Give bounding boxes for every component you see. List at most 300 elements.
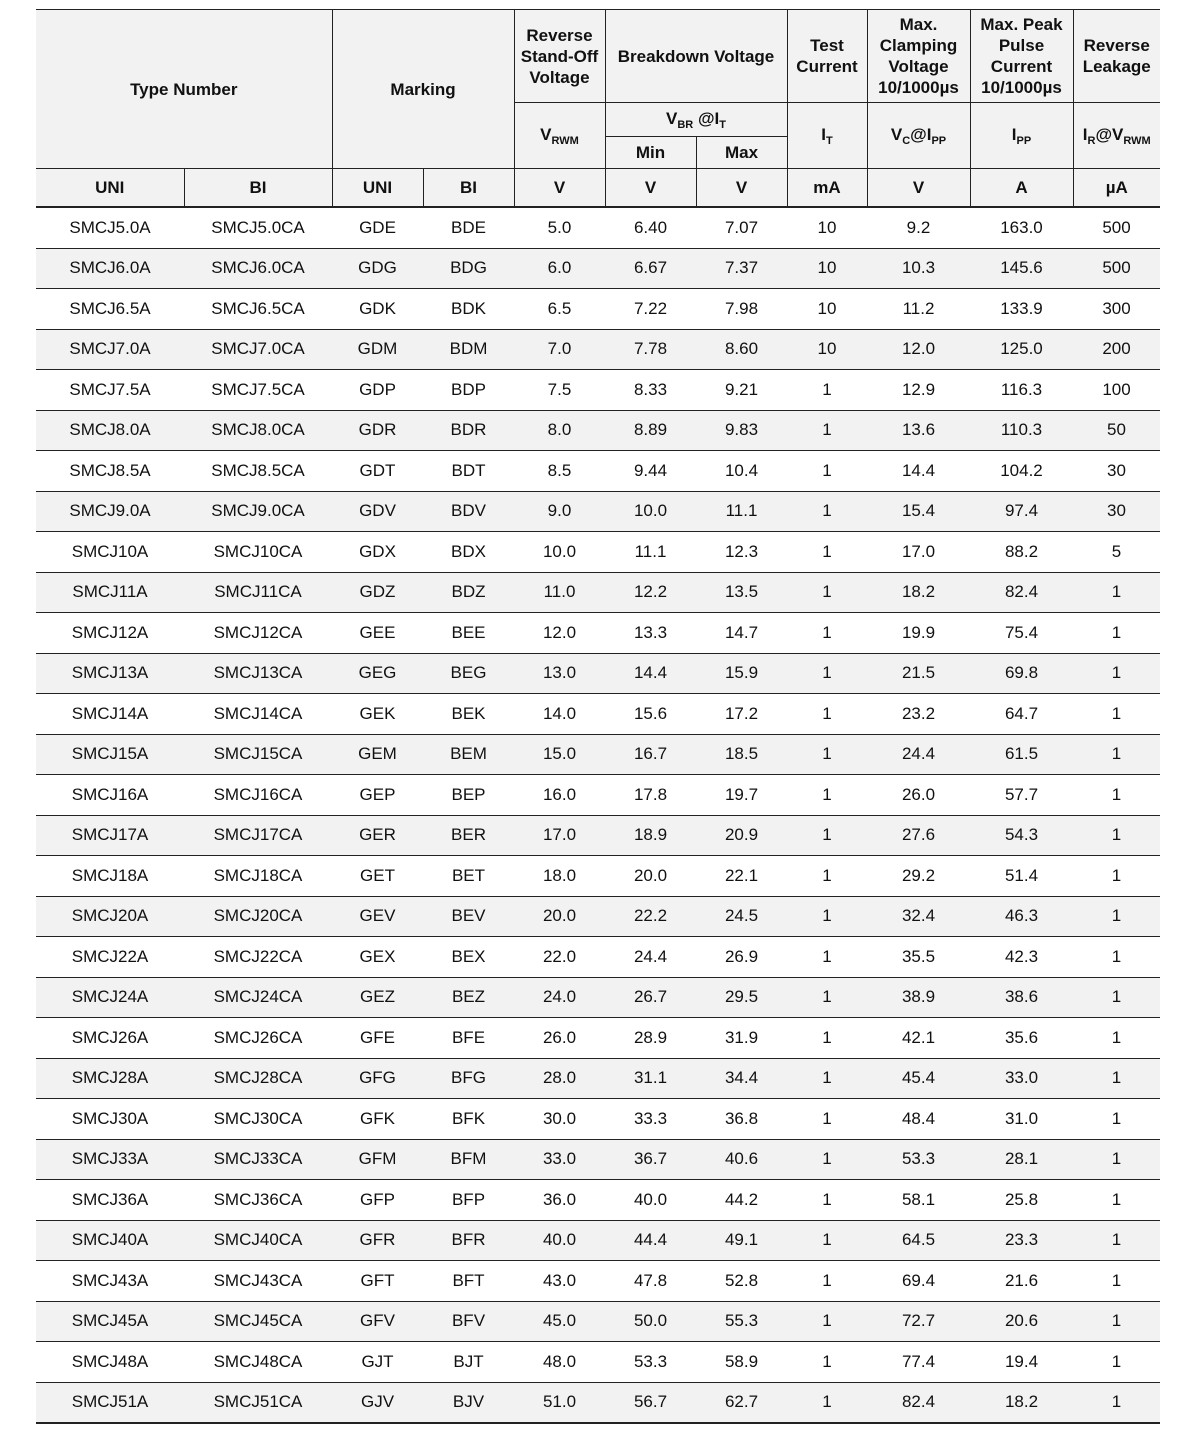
cell-vrwm: 6.0 <box>514 248 605 289</box>
cell-reverse-leakage: 1 <box>1073 937 1160 978</box>
cell-uni-type: SMCJ9.0A <box>36 491 184 532</box>
cell-bi-marking: BFT <box>423 1261 514 1302</box>
cell-clamping-voltage: 32.4 <box>867 896 970 937</box>
symbol-ipp: $I_{PP}$ <box>970 103 1073 169</box>
cell-vbr-min: 15.6 <box>605 694 696 735</box>
cell-test-current: 1 <box>787 1139 867 1180</box>
table-row <box>36 451 1160 492</box>
table-row <box>36 410 1160 451</box>
cell-vrwm: 45.0 <box>514 1301 605 1342</box>
cell-vrwm: 14.0 <box>514 694 605 735</box>
cell-uni-marking: GET <box>332 856 423 897</box>
table-row <box>36 734 1160 775</box>
cell-vbr-max: 18.5 <box>696 734 787 775</box>
cell-vrwm: 6.5 <box>514 289 605 330</box>
cell-uni-type: SMCJ30A <box>36 1099 184 1140</box>
cell-vrwm: 20.0 <box>514 896 605 937</box>
cell-uni-marking: GDE <box>332 207 423 248</box>
symbol-ir-at-vrwm: $I_R@V_{RWM}$ <box>1073 103 1160 169</box>
cell-vrwm: 30.0 <box>514 1099 605 1140</box>
cell-bi-type: SMCJ9.0CA <box>184 491 332 532</box>
cell-vrwm: 12.0 <box>514 613 605 654</box>
cell-uni-type: SMCJ8.5A <box>36 451 184 492</box>
table-row <box>36 1301 1160 1342</box>
cell-bi-type: SMCJ8.0CA <box>184 410 332 451</box>
cell-vbr-max: 52.8 <box>696 1261 787 1302</box>
cell-uni-marking: GFV <box>332 1301 423 1342</box>
cell-uni-marking: GEG <box>332 653 423 694</box>
cell-peak-pulse-current: 23.3 <box>970 1220 1073 1261</box>
units-row <box>36 169 1160 208</box>
cell-bi-type: SMCJ12CA <box>184 613 332 654</box>
cell-uni-type: SMCJ14A <box>36 694 184 735</box>
cell-vbr-min: 7.22 <box>605 289 696 330</box>
cell-clamping-voltage: 21.5 <box>867 653 970 694</box>
cell-bi-type: SMCJ13CA <box>184 653 332 694</box>
cell-vbr-max: 12.3 <box>696 532 787 573</box>
cell-peak-pulse-current: 88.2 <box>970 532 1073 573</box>
cell-test-current: 1 <box>787 613 867 654</box>
table-row <box>36 1382 1160 1423</box>
symbol-vrwm: $V_{RWM}$ <box>514 103 605 169</box>
cell-vrwm: 18.0 <box>514 856 605 897</box>
cell-bi-type: SMCJ17CA <box>184 815 332 856</box>
cell-bi-marking: BDT <box>423 451 514 492</box>
cell-uni-type: SMCJ13A <box>36 653 184 694</box>
cell-bi-type: SMCJ15CA <box>184 734 332 775</box>
cell-vbr-max: 20.9 <box>696 815 787 856</box>
cell-uni-marking: GEP <box>332 775 423 816</box>
cell-vrwm: 24.0 <box>514 977 605 1018</box>
cell-peak-pulse-current: 20.6 <box>970 1301 1073 1342</box>
cell-uni-marking: GER <box>332 815 423 856</box>
cell-reverse-leakage: 1 <box>1073 1139 1160 1180</box>
cell-clamping-voltage: 23.2 <box>867 694 970 735</box>
cell-reverse-leakage: 1 <box>1073 694 1160 735</box>
cell-vbr-min: 14.4 <box>605 653 696 694</box>
table-row <box>36 491 1160 532</box>
cell-vbr-max: 26.9 <box>696 937 787 978</box>
cell-reverse-leakage: 1 <box>1073 775 1160 816</box>
unit-cell: UNI <box>332 169 423 208</box>
cell-bi-marking: BFV <box>423 1301 514 1342</box>
cell-vbr-max: 19.7 <box>696 775 787 816</box>
cell-vrwm: 10.0 <box>514 532 605 573</box>
cell-peak-pulse-current: 116.3 <box>970 370 1073 411</box>
cell-peak-pulse-current: 64.7 <box>970 694 1073 735</box>
cell-clamping-voltage: 53.3 <box>867 1139 970 1180</box>
cell-uni-marking: GDX <box>332 532 423 573</box>
symbol-it: $I_T$ <box>787 103 867 169</box>
cell-test-current: 1 <box>787 856 867 897</box>
cell-bi-type: SMCJ6.0CA <box>184 248 332 289</box>
cell-bi-marking: BFR <box>423 1220 514 1261</box>
cell-clamping-voltage: 45.4 <box>867 1058 970 1099</box>
cell-uni-marking: GFE <box>332 1018 423 1059</box>
cell-uni-type: SMCJ7.0A <box>36 329 184 370</box>
cell-peak-pulse-current: 54.3 <box>970 815 1073 856</box>
table-row <box>36 1180 1160 1221</box>
cell-peak-pulse-current: 38.6 <box>970 977 1073 1018</box>
cell-uni-marking: GDT <box>332 451 423 492</box>
cell-bi-marking: BFM <box>423 1139 514 1180</box>
cell-peak-pulse-current: 25.8 <box>970 1180 1073 1221</box>
table-row <box>36 694 1160 735</box>
table-row <box>36 937 1160 978</box>
unit-cell: A <box>970 169 1073 208</box>
cell-bi-marking: BFK <box>423 1099 514 1140</box>
cell-peak-pulse-current: 57.7 <box>970 775 1073 816</box>
cell-vbr-min: 26.7 <box>605 977 696 1018</box>
cell-test-current: 1 <box>787 1018 867 1059</box>
cell-test-current: 1 <box>787 410 867 451</box>
cell-uni-marking: GFK <box>332 1099 423 1140</box>
cell-bi-type: SMCJ20CA <box>184 896 332 937</box>
cell-clamping-voltage: 10.3 <box>867 248 970 289</box>
cell-peak-pulse-current: 145.6 <box>970 248 1073 289</box>
cell-vbr-min: 24.4 <box>605 937 696 978</box>
cell-peak-pulse-current: 82.4 <box>970 572 1073 613</box>
cell-uni-marking: GDV <box>332 491 423 532</box>
cell-peak-pulse-current: 46.3 <box>970 896 1073 937</box>
cell-uni-type: SMCJ33A <box>36 1139 184 1180</box>
cell-uni-type: SMCJ6.5A <box>36 289 184 330</box>
cell-bi-marking: BEK <box>423 694 514 735</box>
cell-uni-type: SMCJ16A <box>36 775 184 816</box>
cell-reverse-leakage: 1 <box>1073 977 1160 1018</box>
cell-bi-type: SMCJ6.5CA <box>184 289 332 330</box>
cell-vbr-min: 6.40 <box>605 207 696 248</box>
table-row <box>36 572 1160 613</box>
table-row <box>36 896 1160 937</box>
cell-vrwm: 33.0 <box>514 1139 605 1180</box>
cell-reverse-leakage: 1 <box>1073 1099 1160 1140</box>
symbol-vbr-at-it: $V_{BR}$ $@I_T$ <box>605 103 787 137</box>
cell-vbr-max: 13.5 <box>696 572 787 613</box>
cell-vrwm: 48.0 <box>514 1342 605 1383</box>
cell-test-current: 1 <box>787 937 867 978</box>
header-max: Max <box>696 137 787 169</box>
unit-cell: V <box>867 169 970 208</box>
cell-vbr-max: 11.1 <box>696 491 787 532</box>
cell-bi-type: SMCJ26CA <box>184 1018 332 1059</box>
cell-vrwm: 17.0 <box>514 815 605 856</box>
unit-cell: mA <box>787 169 867 208</box>
cell-vbr-min: 36.7 <box>605 1139 696 1180</box>
cell-uni-marking: GEV <box>332 896 423 937</box>
cell-uni-marking: GFT <box>332 1261 423 1302</box>
header-max-peak-pulse-current: Max. Peak Pulse Current 10/1000µs <box>970 10 1073 103</box>
cell-vrwm: 7.5 <box>514 370 605 411</box>
cell-bi-type: SMCJ30CA <box>184 1099 332 1140</box>
header-test-current: Test Current <box>787 10 867 103</box>
cell-vbr-min: 20.0 <box>605 856 696 897</box>
cell-uni-type: SMCJ51A <box>36 1382 184 1423</box>
cell-reverse-leakage: 500 <box>1073 207 1160 248</box>
cell-test-current: 1 <box>787 1261 867 1302</box>
cell-peak-pulse-current: 19.4 <box>970 1342 1073 1383</box>
cell-reverse-leakage: 1 <box>1073 1382 1160 1423</box>
cell-vbr-min: 40.0 <box>605 1180 696 1221</box>
cell-uni-type: SMCJ15A <box>36 734 184 775</box>
cell-peak-pulse-current: 42.3 <box>970 937 1073 978</box>
cell-test-current: 1 <box>787 1099 867 1140</box>
cell-vbr-min: 47.8 <box>605 1261 696 1302</box>
cell-vbr-max: 7.98 <box>696 289 787 330</box>
cell-bi-type: SMCJ8.5CA <box>184 451 332 492</box>
header-min: Min <box>605 137 696 169</box>
cell-clamping-voltage: 26.0 <box>867 775 970 816</box>
cell-peak-pulse-current: 21.6 <box>970 1261 1073 1302</box>
cell-bi-marking: BER <box>423 815 514 856</box>
cell-bi-type: SMCJ7.5CA <box>184 370 332 411</box>
cell-bi-type: SMCJ24CA <box>184 977 332 1018</box>
cell-test-current: 10 <box>787 329 867 370</box>
cell-vrwm: 16.0 <box>514 775 605 816</box>
table-row <box>36 815 1160 856</box>
cell-bi-marking: BET <box>423 856 514 897</box>
cell-uni-marking: GEM <box>332 734 423 775</box>
cell-reverse-leakage: 5 <box>1073 532 1160 573</box>
cell-uni-type: SMCJ45A <box>36 1301 184 1342</box>
cell-uni-type: SMCJ5.0A <box>36 207 184 248</box>
cell-uni-type: SMCJ11A <box>36 572 184 613</box>
cell-vbr-max: 17.2 <box>696 694 787 735</box>
cell-uni-type: SMCJ20A <box>36 896 184 937</box>
cell-bi-type: SMCJ28CA <box>184 1058 332 1099</box>
cell-peak-pulse-current: 110.3 <box>970 410 1073 451</box>
cell-vbr-max: 55.3 <box>696 1301 787 1342</box>
cell-uni-type: SMCJ6.0A <box>36 248 184 289</box>
cell-bi-type: SMCJ33CA <box>184 1139 332 1180</box>
cell-vbr-min: 56.7 <box>605 1382 696 1423</box>
cell-vbr-max: 31.9 <box>696 1018 787 1059</box>
cell-vrwm: 36.0 <box>514 1180 605 1221</box>
cell-vbr-min: 16.7 <box>605 734 696 775</box>
cell-bi-type: SMCJ22CA <box>184 937 332 978</box>
cell-vrwm: 11.0 <box>514 572 605 613</box>
cell-uni-marking: GEX <box>332 937 423 978</box>
cell-peak-pulse-current: 33.0 <box>970 1058 1073 1099</box>
table-row <box>36 1139 1160 1180</box>
unit-cell: V <box>605 169 696 208</box>
cell-peak-pulse-current: 75.4 <box>970 613 1073 654</box>
cell-uni-marking: GEE <box>332 613 423 654</box>
cell-reverse-leakage: 200 <box>1073 329 1160 370</box>
cell-reverse-leakage: 300 <box>1073 289 1160 330</box>
cell-vrwm: 8.5 <box>514 451 605 492</box>
cell-clamping-voltage: 12.9 <box>867 370 970 411</box>
cell-uni-marking: GFM <box>332 1139 423 1180</box>
cell-reverse-leakage: 1 <box>1073 1220 1160 1261</box>
cell-reverse-leakage: 1 <box>1073 1301 1160 1342</box>
cell-peak-pulse-current: 97.4 <box>970 491 1073 532</box>
cell-vbr-max: 36.8 <box>696 1099 787 1140</box>
cell-uni-marking: GJT <box>332 1342 423 1383</box>
table-row <box>36 1261 1160 1302</box>
cell-bi-marking: BJV <box>423 1382 514 1423</box>
cell-peak-pulse-current: 61.5 <box>970 734 1073 775</box>
cell-peak-pulse-current: 133.9 <box>970 289 1073 330</box>
cell-reverse-leakage: 100 <box>1073 370 1160 411</box>
cell-vbr-min: 13.3 <box>605 613 696 654</box>
cell-test-current: 1 <box>787 1382 867 1423</box>
cell-bi-type: SMCJ36CA <box>184 1180 332 1221</box>
cell-vbr-min: 12.2 <box>605 572 696 613</box>
cell-reverse-leakage: 1 <box>1073 856 1160 897</box>
cell-clamping-voltage: 12.0 <box>867 329 970 370</box>
cell-uni-marking: GFR <box>332 1220 423 1261</box>
cell-clamping-voltage: 35.5 <box>867 937 970 978</box>
cell-uni-marking: GDK <box>332 289 423 330</box>
cell-vrwm: 15.0 <box>514 734 605 775</box>
header-max-clamping-voltage: Max. Clamping Voltage 10/1000µs <box>867 10 970 103</box>
cell-test-current: 1 <box>787 734 867 775</box>
cell-bi-marking: BDV <box>423 491 514 532</box>
cell-peak-pulse-current: 104.2 <box>970 451 1073 492</box>
cell-uni-marking: GDM <box>332 329 423 370</box>
cell-peak-pulse-current: 35.6 <box>970 1018 1073 1059</box>
table-row <box>36 1342 1160 1383</box>
cell-uni-type: SMCJ26A <box>36 1018 184 1059</box>
cell-test-current: 1 <box>787 977 867 1018</box>
cell-bi-marking: BDM <box>423 329 514 370</box>
cell-test-current: 1 <box>787 815 867 856</box>
unit-cell: BI <box>423 169 514 208</box>
cell-vbr-max: 62.7 <box>696 1382 787 1423</box>
cell-bi-marking: BEE <box>423 613 514 654</box>
cell-uni-type: SMCJ40A <box>36 1220 184 1261</box>
cell-uni-type: SMCJ8.0A <box>36 410 184 451</box>
cell-test-current: 1 <box>787 1220 867 1261</box>
table-body <box>36 207 1160 1423</box>
cell-uni-marking: GDG <box>332 248 423 289</box>
cell-bi-type: SMCJ10CA <box>184 532 332 573</box>
cell-bi-type: SMCJ43CA <box>184 1261 332 1302</box>
cell-uni-marking: GDR <box>332 410 423 451</box>
cell-peak-pulse-current: 31.0 <box>970 1099 1073 1140</box>
cell-reverse-leakage: 1 <box>1073 815 1160 856</box>
cell-uni-type: SMCJ22A <box>36 937 184 978</box>
cell-vbr-max: 40.6 <box>696 1139 787 1180</box>
cell-bi-type: SMCJ45CA <box>184 1301 332 1342</box>
cell-reverse-leakage: 1 <box>1073 572 1160 613</box>
cell-vrwm: 9.0 <box>514 491 605 532</box>
cell-vbr-min: 28.9 <box>605 1018 696 1059</box>
table-header <box>36 10 1160 208</box>
cell-uni-type: SMCJ7.5A <box>36 370 184 411</box>
cell-reverse-leakage: 1 <box>1073 1261 1160 1302</box>
cell-clamping-voltage: 58.1 <box>867 1180 970 1221</box>
cell-test-current: 10 <box>787 248 867 289</box>
cell-vbr-max: 44.2 <box>696 1180 787 1221</box>
cell-test-current: 1 <box>787 451 867 492</box>
cell-vbr-min: 11.1 <box>605 532 696 573</box>
cell-vbr-min: 8.89 <box>605 410 696 451</box>
cell-uni-type: SMCJ12A <box>36 613 184 654</box>
cell-reverse-leakage: 1 <box>1073 1342 1160 1383</box>
table-row <box>36 1099 1160 1140</box>
cell-vrwm: 43.0 <box>514 1261 605 1302</box>
cell-vbr-min: 10.0 <box>605 491 696 532</box>
cell-vrwm: 7.0 <box>514 329 605 370</box>
cell-reverse-leakage: 50 <box>1073 410 1160 451</box>
cell-uni-marking: GJV <box>332 1382 423 1423</box>
cell-bi-marking: BEV <box>423 896 514 937</box>
cell-reverse-leakage: 1 <box>1073 1180 1160 1221</box>
cell-bi-marking: BJT <box>423 1342 514 1383</box>
cell-vbr-min: 8.33 <box>605 370 696 411</box>
cell-clamping-voltage: 64.5 <box>867 1220 970 1261</box>
cell-uni-marking: GEK <box>332 694 423 735</box>
cell-uni-type: SMCJ10A <box>36 532 184 573</box>
cell-vbr-max: 10.4 <box>696 451 787 492</box>
cell-peak-pulse-current: 163.0 <box>970 207 1073 248</box>
cell-clamping-voltage: 72.7 <box>867 1301 970 1342</box>
cell-vbr-max: 34.4 <box>696 1058 787 1099</box>
cell-test-current: 1 <box>787 694 867 735</box>
cell-test-current: 1 <box>787 1301 867 1342</box>
cell-peak-pulse-current: 69.8 <box>970 653 1073 694</box>
unit-cell: V <box>696 169 787 208</box>
cell-test-current: 1 <box>787 1058 867 1099</box>
cell-test-current: 1 <box>787 896 867 937</box>
cell-vrwm: 51.0 <box>514 1382 605 1423</box>
cell-uni-marking: GEZ <box>332 977 423 1018</box>
cell-vbr-max: 29.5 <box>696 977 787 1018</box>
header-breakdown-voltage: Breakdown Voltage <box>605 10 787 103</box>
cell-clamping-voltage: 13.6 <box>867 410 970 451</box>
cell-bi-marking: BEM <box>423 734 514 775</box>
cell-clamping-voltage: 29.2 <box>867 856 970 897</box>
cell-bi-type: SMCJ48CA <box>184 1342 332 1383</box>
cell-reverse-leakage: 1 <box>1073 896 1160 937</box>
table-row <box>36 532 1160 573</box>
cell-uni-type: SMCJ28A <box>36 1058 184 1099</box>
table-row <box>36 248 1160 289</box>
cell-clamping-voltage: 14.4 <box>867 451 970 492</box>
unit-cell: V <box>514 169 605 208</box>
table-row <box>36 977 1160 1018</box>
cell-uni-type: SMCJ18A <box>36 856 184 897</box>
cell-vbr-max: 7.07 <box>696 207 787 248</box>
electrical-characteristics-table <box>36 9 1160 1424</box>
cell-test-current: 1 <box>787 775 867 816</box>
table-row <box>36 775 1160 816</box>
cell-clamping-voltage: 48.4 <box>867 1099 970 1140</box>
cell-vbr-max: 15.9 <box>696 653 787 694</box>
cell-bi-type: SMCJ5.0CA <box>184 207 332 248</box>
cell-vbr-min: 50.0 <box>605 1301 696 1342</box>
cell-vrwm: 13.0 <box>514 653 605 694</box>
table-row <box>36 1220 1160 1261</box>
cell-clamping-voltage: 9.2 <box>867 207 970 248</box>
cell-bi-type: SMCJ11CA <box>184 572 332 613</box>
cell-bi-type: SMCJ51CA <box>184 1382 332 1423</box>
cell-clamping-voltage: 11.2 <box>867 289 970 330</box>
cell-clamping-voltage: 17.0 <box>867 532 970 573</box>
cell-clamping-voltage: 19.9 <box>867 613 970 654</box>
cell-bi-marking: BDK <box>423 289 514 330</box>
cell-vbr-max: 7.37 <box>696 248 787 289</box>
cell-vbr-min: 7.78 <box>605 329 696 370</box>
header-reverse-standoff-voltage: Reverse Stand-Off Voltage <box>514 10 605 103</box>
cell-uni-type: SMCJ48A <box>36 1342 184 1383</box>
table-row <box>36 370 1160 411</box>
cell-test-current: 10 <box>787 289 867 330</box>
cell-clamping-voltage: 15.4 <box>867 491 970 532</box>
cell-bi-marking: BEP <box>423 775 514 816</box>
